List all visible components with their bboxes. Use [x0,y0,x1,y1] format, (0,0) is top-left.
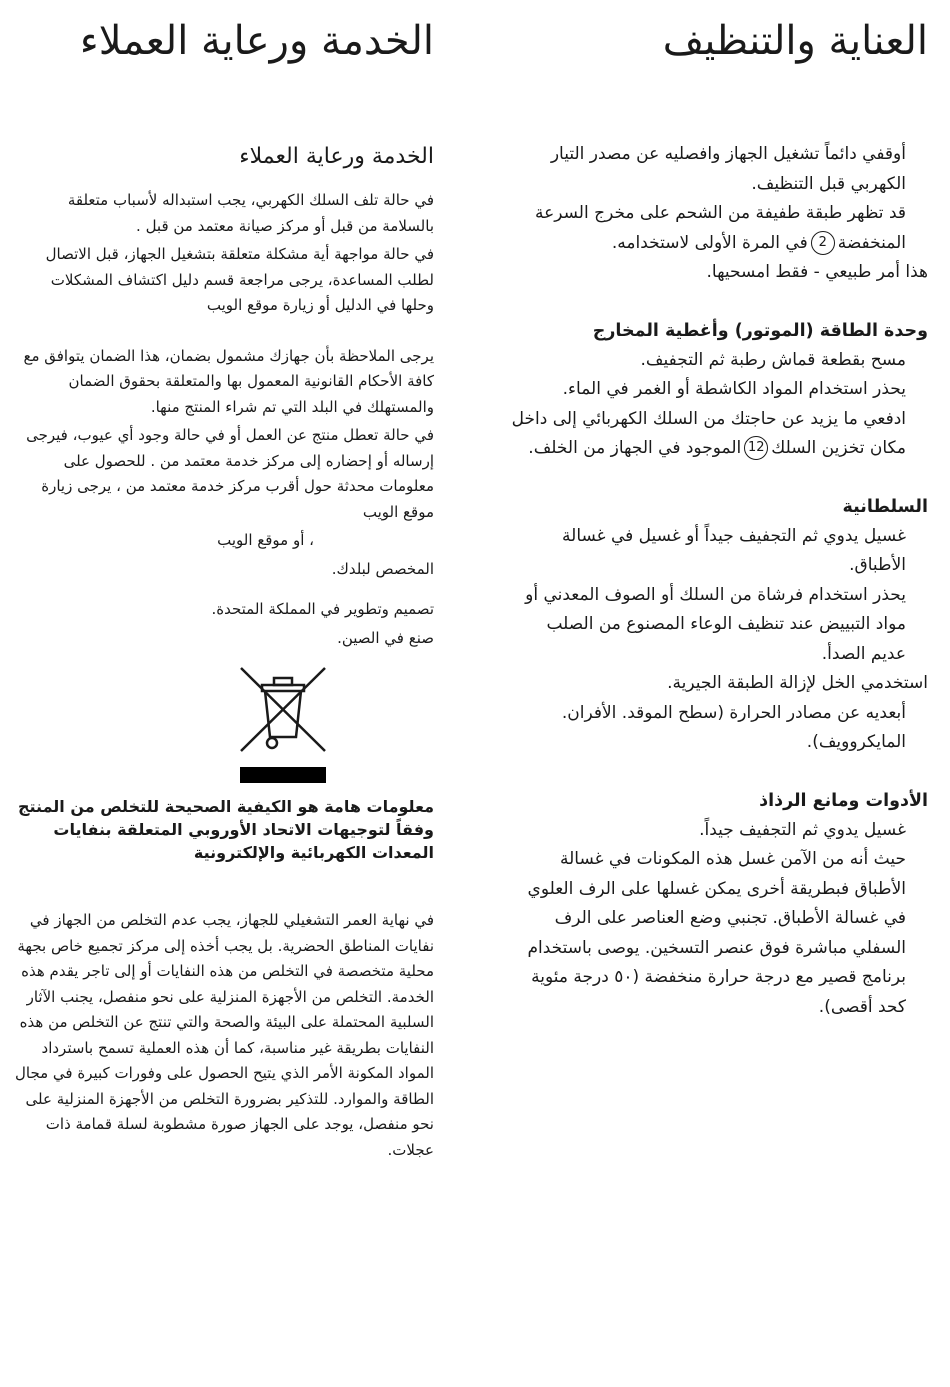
motor-line-3 [508,405,928,464]
intro-line-2 [508,199,928,258]
motor-line-4-text: الموجود في الجهاز من الخلف. [528,438,742,458]
motor-heading: وحدة الطاقة (الموتور) وأغطية المخارج [592,320,928,341]
bowl-heading: السلطانية [842,496,928,517]
cord-ref-badge: 12 [744,436,768,460]
service-column [14,140,434,1166]
intro-line-4: هذا أمر طبيعي - فقط امسحيها. [706,262,928,282]
service-para-1: في حالة تلف السلك الكهربي، يجب استبداله لأسباب متعلقة بالسلامة من قبل أو مركز صيانة معتمد من قبل . [67,191,434,235]
service-para-3: يرجى الملاحظة بأن جهازك مشمول بضمان، هذا الضمان يتوافق مع كافة الأحكام القانونية المعمول بها والمتعلقة بحقوق الضمان والمستهلك في البلد التي تم شراء المنتج منها. [23,346,434,416]
motor-line-3-text: ادفعي ما يزيد عن حاجتك من السلك الكهربائي إلى داخل مكان تخزين السلك [511,408,906,458]
weee-notice-heading: معلومات هامة هو الكيفية الصحيحة للتخلص من المنتج وفقاً لتوجيهات الاتحاد الأوروبي المتعلقة بنفايات المعدات الكهربائية والإلكترونية [17,797,434,862]
tools-heading: الأدوات ومانع الرذاذ [759,790,928,811]
service-para-5: ، أو موقع الويب [217,531,314,549]
crossed-out-wheelie-bin-icon [238,665,328,785]
tools-line-1: غسيل يدوي ثم التجفيف جيداً. [699,819,906,840]
service-para-8: صنع في الصين. [337,628,434,647]
bowl-line-2: يحذر استخدام فرشاة من السلك أو الصوف المعدني أو مواد التبييض عند تنظيف الوعاء المصنوع من الصلب عديم الصدأ. [525,584,906,664]
motor-line-2: يحذر استخدام المواد الكاشطة أو الغمر في الماء. [562,379,906,399]
bowl-line-3: استخدمي الخل لإزالة الطبقة الجيرية. [667,673,928,693]
care-cleaning-column [508,140,928,1022]
service-heading: الخدمة ورعاية العملاء [239,144,434,169]
bowl-line-1: غسيل يدوي ثم التجفيف جيداً أو غسيل في غسالة الأطباق. [562,525,906,575]
page-title-service: الخدمة ورعاية العملاء [79,18,434,64]
intro-line-3-text: في المرة الأولى لاستخدامه. [611,232,808,253]
intro-line-1: أوقفي دائماً تشغيل الجهاز وافصليه عن مصدر التيار الكهربي قبل التنظيف. [550,144,906,194]
service-para-2: في حالة مواجهة أية مشكلة متعلقة بتشغيل الجهاز، قبل الاتصال لطلب المساعدة، يرجى مراجعة قسم دليل اكتشاف المشكلات وحلها في الدليل أو زيارة موقع الويب [45,245,434,314]
service-para-6: المخصص لبلدك. [331,559,434,578]
intro-line-2-text: قد تظهر طبقة طفيفة من الشحم على مخرج السرعة المنخفضة [534,203,906,253]
bowl-line-4: أبعديه عن مصادر الحرارة (سطح الموقد. الأفران. المايكروويف). [561,702,906,752]
motor-line-1: مسح بقطعة قماش رطبة ثم التجفيف. [640,349,906,370]
service-para-7: تصميم وتطوير في المملكة المتحدة. [211,600,434,618]
ref-number-badge: 2 [811,231,835,255]
service-para-4: في حالة تعطل منتج عن العمل أو في حالة وجود أي عيوب، فيرجى إرساله أو إحضاره إلى مركز خدمة معتمد من . للحصول على معلومات محدثة حول أقرب مركز خدمة معتمد من ، يرجى زيارة موقع الويب [26,426,434,521]
tools-line-2: حيث أنه من الآمن غسل هذه المكونات في غسالة الأطباق فبطريقة أخرى يمكن غسلها على الرف العلوي في غسالة الأطباق. تجنبي وضع العناصر على الرف السفلي مباشرة فوق عنصر التسخين. يوصى باستخدام برنامج قصير مع درجة حرارة منخفضة (٥٠ درجة مئوية كحد أقصى). [527,849,906,1017]
weee-notice-body: في نهاية العمر التشغيلي للجهاز، يجب عدم التخلص من الجهاز في نفايات المناطق الحضرية. بل يجب أخذه إلى مركز تجميع خاص بجهة محلية متخصصة في التخلص من هذه النفايات أو إلى تاجر يقدم هذه الخدمة. التخلص من الأجهزة المنزلية على نحو منفصل، يجنب الآثار السلبية المحتملة على البيئة والصحة والتي تنتج عن التخلص من هذه النفايات بطريقة غير مناسبة، كما أن هذه العملية تسمح باسترداد المواد المكونة الأمر الذي يتيح الحصول على وفورات كبيرة في مجال الطاقة والموارد. للتذكير بضرورة التخلص من الأجهزة المنزلية على نحو منفصل، يوجد على الجهاز صورة مشطوبة لسلة قمامة ذات عجلات. [14,911,434,1159]
page-title-care-cleaning: العناية والتنظيف [662,18,928,64]
